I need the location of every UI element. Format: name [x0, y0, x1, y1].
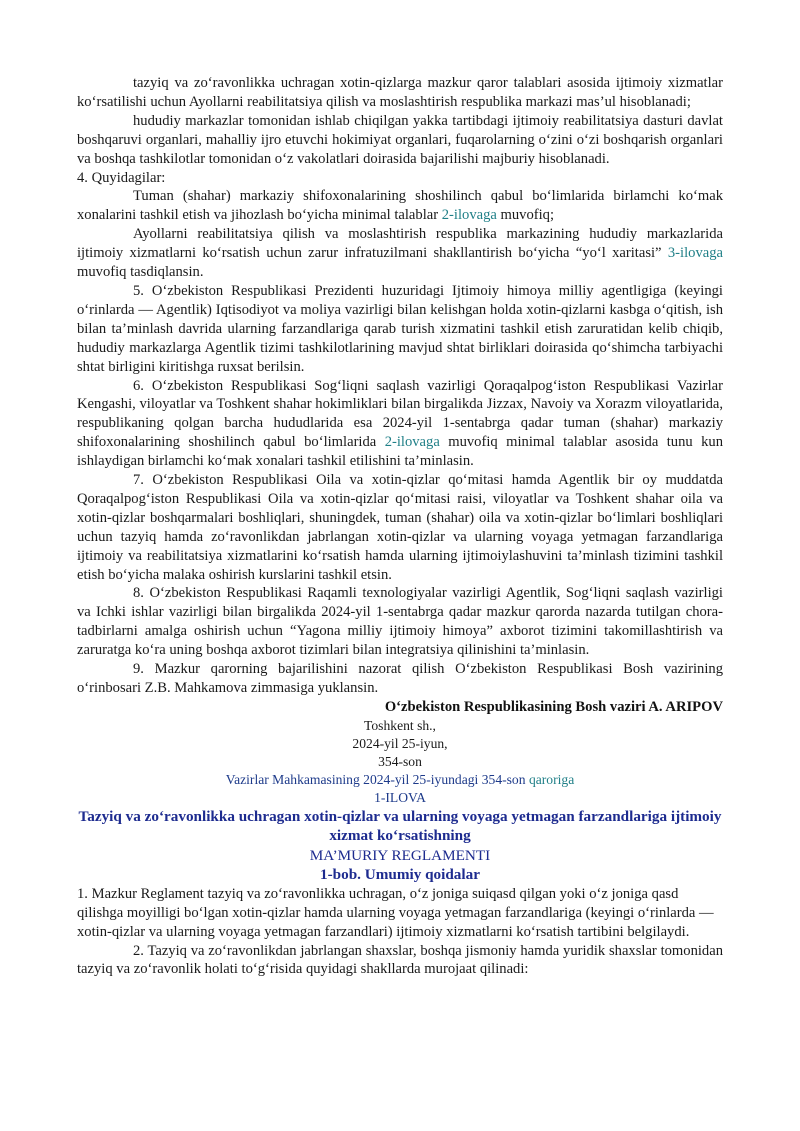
text-span: Ayollarni reabilitatsiya qilish va moslashtirish respublika markazining hududiy markazlarida ijtimoiy xizmatlarni ko‘rsatish uchun zarur infratuzilmani shakllantirish bo‘yicha “yo‘l xaritasi” [77, 226, 723, 262]
annex-label: 1-ILOVA [374, 789, 426, 805]
paragraph: 7. O‘zbekiston Respublikasi Oila va xotin-qizlar qo‘mitasi hamda Agentlik bir oy muddatda Qoraqalpog‘iston Respublikasi Oila va xotin-qizlar qo‘mitasi raisi, viloyatlar va Toshkent shahar oila va xotin-qizlar boshqarmalari boshliqlari, shuningdek, tuman (shahar) oila va xotin-qizlar bo‘limlari boshliqlari uchun tazyiq hamda zo‘ravonlikdan jabrlangan xotin-qizlar va ularning voyaga yetmagan farzandlariga ijtimoiy va reabilitatsiya xizmatlarini ko‘rsatish hamda ularning ijtimoiylashuvini ta’minlash tizimini tashkil etish bo‘yicha malaka oshirish kurslarini tashkil etsin. [77, 472, 723, 583]
paragraph: 2. Tazyiq va zo‘ravonlikdan jabrlangan shaxslar, boshqa jismoniy hamda yuridik shaxslar tomonidan tazyiq va zo‘ravonlik holati to‘g‘risida quyidagi shakllarda murojaat qilinadi: [77, 942, 723, 978]
annex-2-link[interactable]: 2-ilovaga [441, 207, 497, 224]
paragraph: 9. Mazkur qarorning bajarilishini nazorat qilish O‘zbekiston Respublikasi Bosh vazirining o‘rinbosari Z.B. Mahkamova zimmasiga yuklansin. [77, 661, 723, 696]
annex-3-link[interactable]: 3-ilovaga [667, 245, 723, 262]
text-span: muvofiq; [496, 207, 555, 224]
signature-number: 354-son [378, 753, 422, 769]
paragraph [77, 225, 723, 282]
annex-title: Tazyiq va zo‘ravonlikka uchragan xotin-qizlar va ularning voyaga yetmagan farzandlariga ijtimoiy xizmat ko‘rsatishning [78, 807, 722, 845]
annex-subtitle: MA’MURIY REGLAMENTI [309, 846, 491, 864]
text-span: muvofiq tasdiqlansin. [77, 264, 204, 281]
annex-2-link[interactable]: 2-ilovaga [384, 434, 440, 451]
paragraph: 1. Mazkur Reglament tazyiq va zo‘ravonlikka uchragan, o‘z joniga suiqasd qilgan yoki o‘z joniga qasd qilishga moyilligi bo‘lgan xotin-qizlar hamda ularning voyaga yetmagan farzandlariga (keyingi o‘rinlarda — xotin-qizlar va ularning voyaga yetmagan farzandlari) ijtimoiy xizmatlarni ko‘rsatish tartibini belgilaydi. [77, 885, 714, 940]
list-heading: 4. Quyidagilar: [77, 169, 166, 186]
signature-city: Toshkent sh., [364, 717, 436, 733]
text-span: 6. O‘zbekiston Respublikasi Sog‘liqni saqlash vazirligi Qoraqalpog‘iston Respublikasi Vazirlar Kengashi, viloyatlar va Toshkent shahar hokimliklari bilan birgalikda Jizzax, Navoiy va Xorazm viloyatlarida, respublikaning qolgan barcha hududlarida esa 2024-yil 1-sentabrga qadar tuman (shahar) markaziy shifoxonalarining shoshilinch qabul bo‘limlarida [77, 377, 723, 451]
signature-date: 2024-yil 25-iyun, [352, 735, 448, 751]
text-span: muvofiq minimal talablar asosida tunu kun ishlaydigan birlamchi ko‘mak xonalari tashkil etilishini ta’minlasin. [77, 434, 723, 470]
chapter-heading: 1-bob. Umumiy qoidalar [320, 866, 480, 884]
paragraph: 5. O‘zbekiston Respublikasi Prezidenti huzuridagi Ijtimoiy himoya milliy agentligiga (keyingi o‘rinlarda — Agentlik) Iqtisodiyot va moliya vazirligi bilan kelishgan holda xotin-qizlarni kasbga o‘qitish, ish bilan ta’minlash davrida ularning farzandlariga qarab turish xizmatini tashkil etish zaruratidan kelib chiqib, hududiy markazlarga Agentlik tizimi tashkilotlarining mavjud shtat birliklari doirasida qo‘shimcha tarbiyachi shtat birligini kiritishga ruxsat berilsin. [77, 282, 723, 375]
paragraph [77, 377, 723, 472]
paragraph: hududiy markazlar tomonidan ishlab chiqilgan yakka tartibdagi ijtimoiy reabilitatsiya dasturi davlat boshqaruvi organlari, mahalliy ijro etuvchi hokimiyat organlari, fuqarolarning o‘zini o‘zi boshqarish organlari va boshqa tashkilotlar tomonidan o‘z vakolatlari doirasida bajarilishi majburiy hisoblanadi. [77, 112, 723, 167]
paragraph [77, 187, 723, 225]
paragraph: 8. O‘zbekiston Respublikasi Raqamli texnologiyalar vazirligi Agentlik, Sog‘liqni saqlash vazirligi va Ichki ishlar vazirligi bilan birgalikda 2024-yil 1-sentabrga qadar mazkur qarorda nazarda tutilgan chora-tadbirlarni amalga oshirish uchun “Yagona milliy ijtimoiy himoya” axborot tizimini takomillashtirish va zaruratga ko‘ra uning boshqa axborot tizimlari bilan integratsiya qilinishini ta’minlasin. [77, 585, 723, 659]
document-page [77, 74, 723, 979]
resolution-link[interactable]: qaroriga [528, 771, 575, 787]
text-span: Vazirlar Mahkamasining 2024-yil 25-iyundagi 354-son [225, 771, 529, 787]
signature-title: O‘zbekiston Respublikasining Bosh vaziri A. ARIPOV [384, 698, 723, 715]
annex-reference [77, 771, 723, 789]
text-span: Tuman (shahar) markaziy shifoxonalarining shoshilinch qabul bo‘limlarida birlamchi ko‘mak xonalarini tashkil etish va jihozlash bo‘yicha minimal talablar [77, 188, 723, 224]
paragraph: tazyiq va zo‘ravonlikka uchragan xotin-qizlarga mazkur qaror talablari asosida ijtimoiy xizmatlar ko‘rsatilishi uchun Ayollarni reabilitatsiya qilish va moslashtirish respublika markazi mas’ul hisoblanadi; [77, 75, 723, 110]
